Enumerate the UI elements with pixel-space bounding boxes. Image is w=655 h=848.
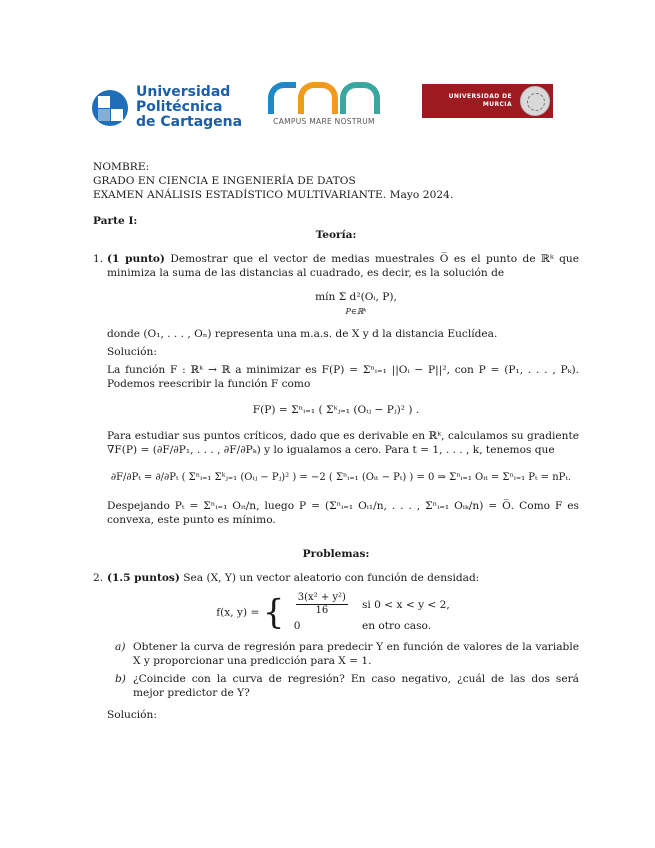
q1-sol-p1: La función F : ℝᵏ → ℝ a minimizar es F(P) = Σⁿᵢ₌₁ ||Oᵢ − P||², con P = (P₁, . . . , Pₖ). Podemos reescribir la función F como <box>107 364 579 390</box>
cmn-logo <box>262 80 386 126</box>
q1-solucion-label: Solución: <box>107 346 157 358</box>
q1-eq2: F(P) = Σⁿᵢ₌₁ ( Σᵏⱼ₌₁ (Oᵢⱼ − Pⱼ)² ) . <box>252 404 420 416</box>
q1-eq1: mín Σ d²(Oᵢ, P), <box>315 291 397 303</box>
examen-line: EXAMEN ANÁLISIS ESTADÍSTICO MULTIVARIANTE. Mayo 2024. <box>93 189 454 201</box>
q2-case1-den: 16 <box>315 605 329 616</box>
q2-case2-val: 0 <box>293 620 301 632</box>
upct-emblem-icon <box>92 90 128 126</box>
q2-case1-cond: si 0 < x < y < 2, <box>361 598 450 611</box>
q2-density: f(x, y) = { $\frac{\text{3(x² + y²)}}{16}$ si 0 < x < y < 2, 0 en otro caso. <box>93 591 579 634</box>
q2-b-text: ¿Coincide con la curva de regresión? En caso negativo, ¿cuál de las dos será mejor predictor de Y? <box>133 673 579 699</box>
upct-line1: Universidad <box>136 84 231 100</box>
q2-part-a <box>93 640 579 668</box>
q1-sol-p3: Despejando Pₜ = Σⁿᵢ₌₁ Oᵢₜ/n, luego P = (Σⁿᵢ₌₁ Oᵢ₁/n, . . . , Σⁿᵢ₌₁ Oᵢₖ/n) = O̅. Como F es convexa, este punto es mínimo. <box>107 500 579 526</box>
nombre-field: NOMBRE: <box>93 161 150 173</box>
q2-a-label: a) <box>115 641 126 653</box>
q2-cases <box>288 591 456 634</box>
q1-eq3: ∂F/∂Pₜ = ∂/∂Pₜ ( Σⁿᵢ₌₁ Σᵏⱼ₌₁ (Oᵢⱼ − Pⱼ)² ) = −2 ( Σⁿᵢ₌₁ (Oᵢₜ − Pₜ) ) = 0 ⇒ Σⁿᵢ₌₁ Oᵢₜ = Σⁿᵢ₌₁ Pₜ = nPₜ. <box>110 472 572 483</box>
q1-text: Demostrar que el vector de medias muestrales O̅ es el punto de ℝᵏ que minimiza la suma de las distancias al cuadrado, es decir, es la solución de <box>107 253 579 279</box>
q1-points: (1 punto) <box>107 253 165 265</box>
problemas-heading: Problemas: <box>302 548 370 560</box>
q2-case2-cond: en otro caso. <box>361 620 432 632</box>
q1-number: 1. <box>93 253 104 265</box>
um-line2: MURCIA <box>482 101 512 108</box>
q1-sol-p2: Para estudiar sus puntos críticos, dado que es derivable en ℝᵏ, calculamos su gradiente ∇F(P) = (∂F/∂P₁, . . . , ∂F/∂Pₖ) y lo igualamos a cero. Para t = 1, . . . , k, tenemos que <box>107 430 579 456</box>
cmn-mark-icon <box>262 80 386 114</box>
q2-f-lhs: f(x, y) = <box>216 606 260 619</box>
question-1 <box>93 252 579 280</box>
parte-heading: Parte I: <box>93 215 138 227</box>
upct-line2: Politécnica <box>136 99 223 115</box>
q2-case1-num: 3(x² + y²) <box>297 592 346 603</box>
um-logo <box>422 84 553 118</box>
q1-eq1-under: P∈ℝᵏ <box>345 307 367 316</box>
q2-solucion-label: Solución: <box>107 709 157 721</box>
q2-text: Sea (X, Y) un vector aleatorio con función de densidad: <box>183 572 480 584</box>
teoria-heading: Teoría: <box>315 229 357 241</box>
upct-logo <box>92 85 242 130</box>
question-2 <box>93 571 579 585</box>
q2-a-text: Obtener la curva de regresión para predecir Y en función de valores de la variable X y proporcionar una predicción para X = 1. <box>133 641 579 667</box>
q2-points: (1.5 puntos) <box>107 572 180 584</box>
q2-number: 2. <box>93 572 104 584</box>
q2-part-b <box>93 672 579 700</box>
cmn-caption: CAMPUS MARE NOSTRUM <box>273 117 375 126</box>
q2-b-label: b) <box>115 673 126 685</box>
header-logos <box>92 80 562 140</box>
um-line1: UNIVERSIDAD DE <box>448 93 512 100</box>
q1-donde: donde (O₁, . . . , Oₙ) representa una m.a.s. de X y d la distancia Euclídea. <box>107 328 498 340</box>
upct-line3: de Cartagena <box>136 114 243 130</box>
exam-content <box>93 160 579 722</box>
grado-line: GRADO EN CIENCIA E INGENIERÍA DE DATOS <box>93 175 356 187</box>
um-seal-icon <box>520 86 550 116</box>
q1-eq-min <box>133 290 579 319</box>
